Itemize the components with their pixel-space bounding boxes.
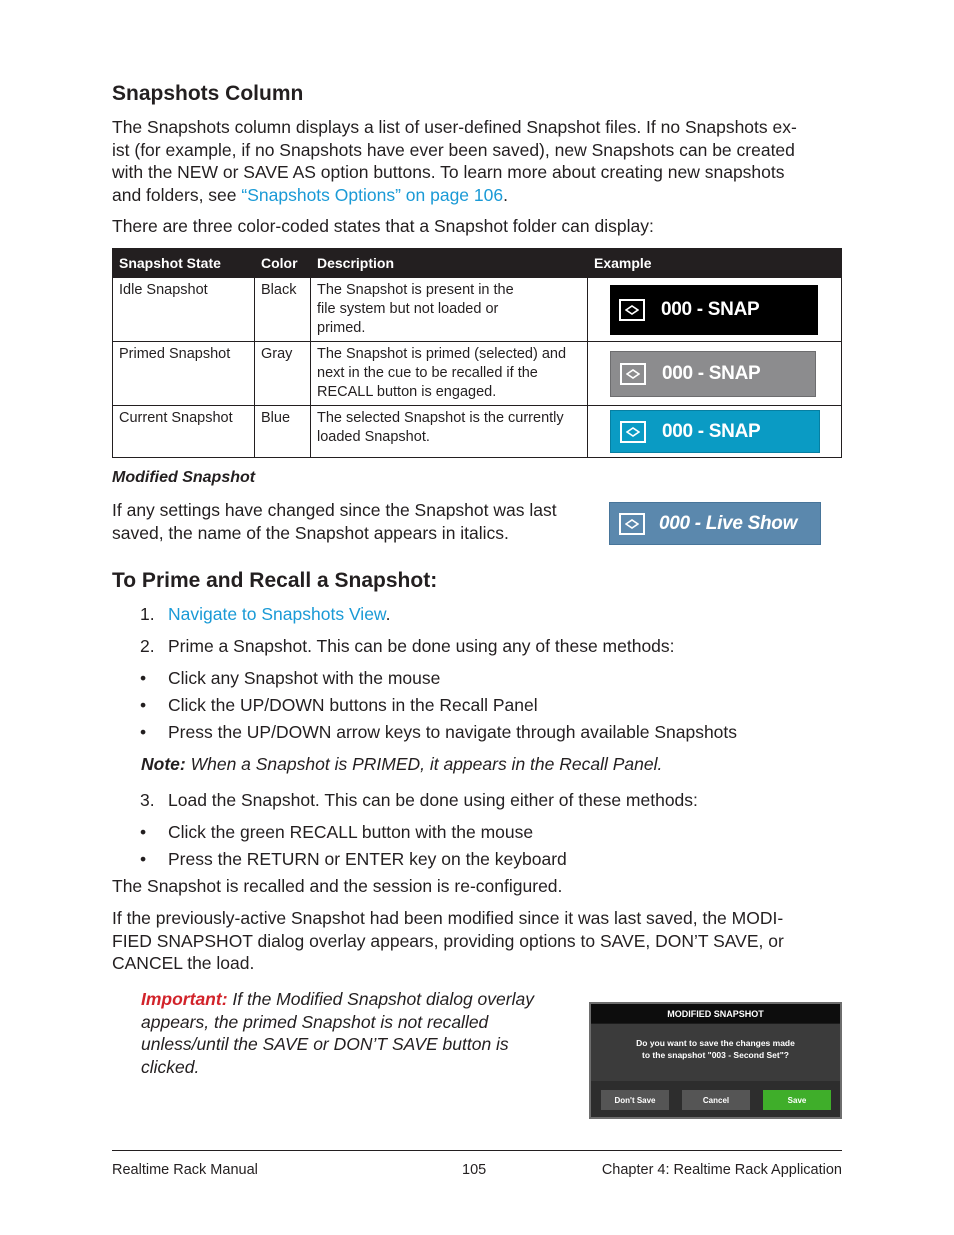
important-line-4: clicked. xyxy=(141,1056,200,1077)
desc-line: The Snapshot is present in the xyxy=(317,282,514,298)
list-item xyxy=(140,667,440,689)
cell-example xyxy=(588,278,842,342)
important-note xyxy=(141,988,571,1078)
important-line-3: unless/until the SAVE or DON’T SAVE button is xyxy=(141,1034,509,1054)
note xyxy=(141,753,662,775)
snapshot-name: 000 - Live Show xyxy=(659,512,798,534)
note-label: Note: xyxy=(141,754,186,774)
cell-color: Blue xyxy=(255,406,311,458)
snapshot-states-table xyxy=(112,248,842,458)
intro-paragraph xyxy=(112,116,842,206)
footer-manual-name: Realtime Rack Manual xyxy=(112,1162,258,1178)
step-2 xyxy=(140,635,675,657)
section-title: Snapshots Column xyxy=(112,82,304,105)
intro-line-2: ist (for example, if no Snapshots have ever been saved), new Snapshots can be created xyxy=(112,139,795,160)
paragraph-line: CANCEL the load. xyxy=(112,953,255,973)
bullet: • xyxy=(140,822,147,842)
three-states-paragraph: There are three color-coded states that a Snapshot folder can display: xyxy=(112,216,654,236)
desc-line: primed. xyxy=(317,320,366,336)
header-example: Example xyxy=(588,249,842,278)
paragraph-line: If the previously-active Snapshot had been modified since it was last saved, the MODI- xyxy=(112,908,784,928)
list-item-text: Click the green RECALL button with the mouse xyxy=(168,822,534,842)
idle-snapshot-example xyxy=(610,285,818,335)
footer-rule xyxy=(112,1150,842,1151)
snapshot-name: 000 - SNAP xyxy=(662,363,761,384)
step-1 xyxy=(140,603,390,625)
cell-state: Current Snapshot xyxy=(113,406,255,458)
list-item xyxy=(140,694,538,716)
list-item xyxy=(140,721,737,743)
header-color: Color xyxy=(255,249,311,278)
modified-line-1: If any settings have changed since the Snapshot was last xyxy=(112,500,557,520)
snapshot-diamond-icon xyxy=(619,513,645,535)
step-period: . xyxy=(385,604,391,624)
page-number: 105 xyxy=(462,1162,487,1178)
paragraph-line: FIED SNAPSHOT dialog overlay appears, providing options to SAVE, DON’T SAVE, or xyxy=(112,930,784,951)
note-text: When a Snapshot is PRIMED, it appears in the Recall Panel. xyxy=(185,754,663,774)
intro-line-4-text: and folders, see xyxy=(112,184,242,205)
desc-line: next in the cue to be recalled if the xyxy=(317,365,538,381)
intro-line-3: with the NEW or SAVE AS option buttons. To learn more about creating new snapshots xyxy=(112,162,785,182)
important-line-1 xyxy=(141,988,571,1011)
table-header-row xyxy=(113,249,842,278)
table-row xyxy=(113,406,842,458)
snapshot-diamond-icon xyxy=(620,421,646,443)
snapshot-name: 000 - SNAP xyxy=(661,299,760,320)
bullet: • xyxy=(140,849,147,869)
desc-line: RECALL button is engaged. xyxy=(317,384,497,400)
footer-chapter: Chapter 4: Realtime Rack Application xyxy=(601,1162,842,1178)
intro-period: . xyxy=(503,184,508,205)
cell-description xyxy=(311,406,588,458)
desc-line: The selected Snapshot is the currently xyxy=(317,410,564,426)
dialog-message-line: to the snapshot "003 - Second Set"? xyxy=(642,1050,789,1060)
list-item-text: Click any Snapshot with the mouse xyxy=(168,668,441,688)
recalled-paragraph: The Snapshot is recalled and the session is re-configured. xyxy=(112,876,563,896)
step-text: Prime a Snapshot. This can be done using any of these methods: xyxy=(168,636,675,656)
important-label: Important: xyxy=(141,989,228,1009)
dialog-message xyxy=(591,1024,840,1081)
list-item xyxy=(140,821,533,843)
modified-line-2: saved, the name of the Snapshot appears in italics. xyxy=(112,522,509,543)
important-text: If the Modified Snapshot dialog overlay xyxy=(227,989,534,1009)
dont-save-button[interactable]: Don't Save xyxy=(601,1090,669,1110)
modified-snapshot-dialog xyxy=(589,1002,842,1119)
cell-state: Idle Snapshot xyxy=(113,278,255,342)
cancel-button[interactable]: Cancel xyxy=(682,1090,750,1110)
list-item-text: Press the UP/DOWN arrow keys to navigate through available Snapshots xyxy=(168,722,738,742)
cell-example xyxy=(588,406,842,458)
bullet: • xyxy=(140,695,147,715)
desc-line: The Snapshot is primed (selected) and xyxy=(317,346,567,362)
cell-state: Primed Snapshot xyxy=(113,342,255,406)
current-snapshot-example xyxy=(610,410,820,453)
snapshot-diamond-icon xyxy=(620,363,646,385)
cell-color: Gray xyxy=(255,342,311,406)
cell-example xyxy=(588,342,842,406)
step-number: 1. xyxy=(140,604,155,624)
list-item-text: Press the RETURN or ENTER key on the keyboard xyxy=(168,849,567,869)
navigate-snapshots-view-link[interactable]: Navigate to Snapshots View xyxy=(168,604,386,624)
modified-snapshot-heading: Modified Snapshot xyxy=(112,469,256,486)
intro-line-1: The Snapshots column displays a list of user-defined Snapshot files. If no Snapshots ex- xyxy=(112,117,797,137)
bullet: • xyxy=(140,722,147,742)
cell-color: Black xyxy=(255,278,311,342)
list-item xyxy=(140,848,567,870)
header-snapshot-state: Snapshot State xyxy=(113,249,255,278)
modified-snapshot-paragraph xyxy=(112,499,557,544)
prime-recall-title: To Prime and Recall a Snapshot: xyxy=(112,569,438,592)
step-number: 3. xyxy=(140,790,155,810)
step-text: Load the Snapshot. This can be done using either of these methods: xyxy=(168,790,698,810)
primed-snapshot-example xyxy=(610,351,816,397)
step-number: 2. xyxy=(140,636,155,656)
desc-line: loaded Snapshot. xyxy=(317,429,430,445)
cell-description xyxy=(311,342,588,406)
header-description: Description xyxy=(311,249,588,278)
table-row xyxy=(113,278,842,342)
modified-snapshot-example xyxy=(609,502,821,545)
dialog-title: MODIFIED SNAPSHOT xyxy=(591,1004,840,1023)
save-button[interactable]: Save xyxy=(763,1090,831,1110)
bullet: • xyxy=(140,668,147,688)
step-3 xyxy=(140,789,698,811)
dialog-message-line: Do you want to save the changes made xyxy=(636,1038,795,1048)
snapshots-options-link[interactable]: “Snapshots Options” on page 106 xyxy=(241,184,504,205)
desc-line: file system but not loaded or xyxy=(317,301,499,317)
snapshot-name: 000 - SNAP xyxy=(662,421,761,442)
intro-line-4 xyxy=(112,184,842,207)
cell-description xyxy=(311,278,588,342)
snapshot-diamond-icon xyxy=(619,299,645,321)
modified-dialog-paragraph xyxy=(112,907,842,975)
list-item-text: Click the UP/DOWN buttons in the Recall Panel xyxy=(168,695,538,715)
table-row xyxy=(113,342,842,406)
important-line-2: appears, the primed Snapshot is not recalled xyxy=(141,1011,489,1032)
